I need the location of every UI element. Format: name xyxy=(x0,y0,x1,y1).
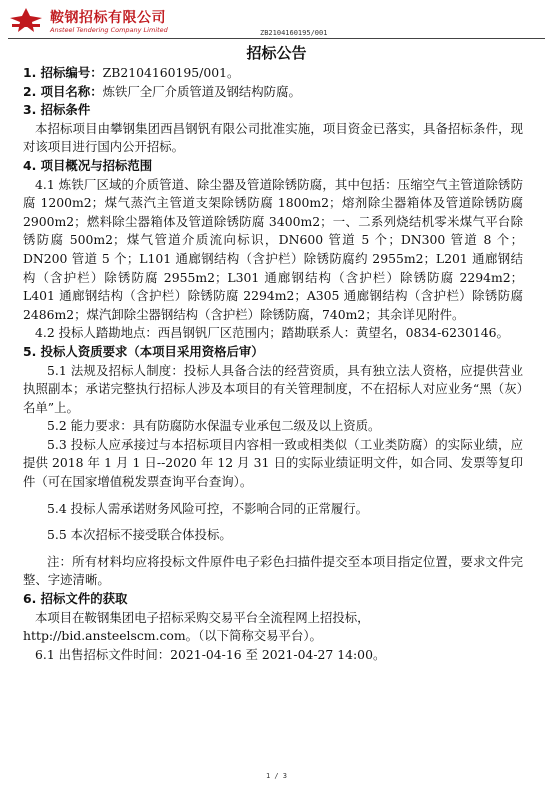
header-divider xyxy=(8,38,545,39)
section-5-4-text: 5.4 投标人需承诺财务风险可控，不影响合同的正常履行。 xyxy=(47,500,369,516)
project-name-value: 炼铁厂全厂介质管道及钢结构防腐。 xyxy=(102,83,301,99)
section-6-intro: 本项目在鞍钢集团电子招标采购交易平台全流程网上招投标， xyxy=(35,609,370,625)
section-4-heading: 4. 项目概况与招标范围 xyxy=(23,157,153,173)
section-5-1-text: 5.1 法规及招标人制度：投标人具备合法的经营资质，具有独立法人资格，应提供营业执照副本；承诺完整执行招标人涉及本项目的有关管理制度，不在招标人对应业务“黑（灰）名单”上。 xyxy=(23,362,523,415)
document-body xyxy=(23,64,523,664)
page-number: 1 / 3 xyxy=(265,772,288,780)
section-5-heading: 5. 投标人资质要求（本项目采用资格后审） xyxy=(23,343,264,359)
document-header xyxy=(0,0,553,42)
section-project-name xyxy=(23,83,523,102)
section-6-1-text: 6.1 出售招标文件时间：2021-04-16 至 2021-04-27 14:00。 xyxy=(35,646,386,662)
header-doc-code: ZB2104160195/001 xyxy=(260,29,328,37)
company-logo-icon xyxy=(8,6,44,34)
section-bid-number xyxy=(23,64,523,83)
company-name-en: Ansteel Tendering Company Limited xyxy=(50,26,168,34)
section-4-2-text: 4.2 投标人踏勘地点：西昌钢钒厂区范围内；踏勘联系人：黄望名，0834-6230146。 xyxy=(35,325,509,341)
section-6-url: http://bid.ansteelscm.com。（以下简称交易平台）。 xyxy=(23,628,322,644)
section-3-heading: 3. 招标条件 xyxy=(23,102,91,118)
section-5-5-text: 5.5 本次招标不接受联合体投标。 xyxy=(47,527,232,543)
section-3-body: 本招标项目由攀钢集团西昌钢钒有限公司批准实施，项目资金已落实，具备招标条件，现对该项目进行国内公开招标。 xyxy=(23,120,523,155)
section-6-heading: 6. 招标文件的获取 xyxy=(23,591,128,607)
section-5-note: 注：所有材料均应将投标文件原件电子彩色扫描件提交至本项目指定位置，要求文件完整、字迹清晰。 xyxy=(23,553,523,588)
company-name: 鞍钢招标有限公司 xyxy=(50,10,166,26)
bid-number-label: 1. 招标编号： xyxy=(23,65,103,80)
section-4-1-text: 4.1 炼铁厂区域的介质管道、除尘器及管道除锈防腐，其中包括：压缩空气主管道除锈防腐 1200m2；煤气蒸汽主管道支架除锈防腐 1800m2；熔剂除尘器箱体及管道除锈防腐 2900m2；燃料除尘器箱体及管道除锈防腐 3400m2；一、二系列烧结机零米煤气平台除锈防腐 500m2；煤气管道介质流向标识，DN600 管道 5 个；DN300 管道 8 个；DN200 管道 5 个；L101 通廊钢结构（含护栏）除锈防腐约 2955m2；L201 通廊钢结构（含护栏）除锈防腐 2955m2；L301 通廊钢结构（含护栏）除锈防腐 2294m2；L401 通廊钢结构（含护栏）除锈防腐 2294m2；A305 通廊钢结构（含护栏）除锈防腐 2486m2；煤汽卸除尘器钢结构（含护栏）除锈防腐，740m2；其余详见附件。 xyxy=(23,176,523,322)
page-title: 招标公告 xyxy=(246,44,307,62)
bid-number-value: ZB2104160195/001。 xyxy=(102,65,240,80)
project-name-label: 2. 项目名称： xyxy=(23,83,103,99)
section-5-2-text: 5.2 能力要求：具有防腐防水保温专业承包二级及以上资质。 xyxy=(47,418,381,434)
section-5-3-text: 5.3 投标人应承接过与本招标项目内容相一致或相类似（工业类防腐）的实际业绩，应提供 2018 年 1 月 1 日--2020 年 12 月 31 日的实际业绩证明文件，如合同、发票等复印件（可在国家增值税发票查询平台查询）。 xyxy=(23,436,523,490)
